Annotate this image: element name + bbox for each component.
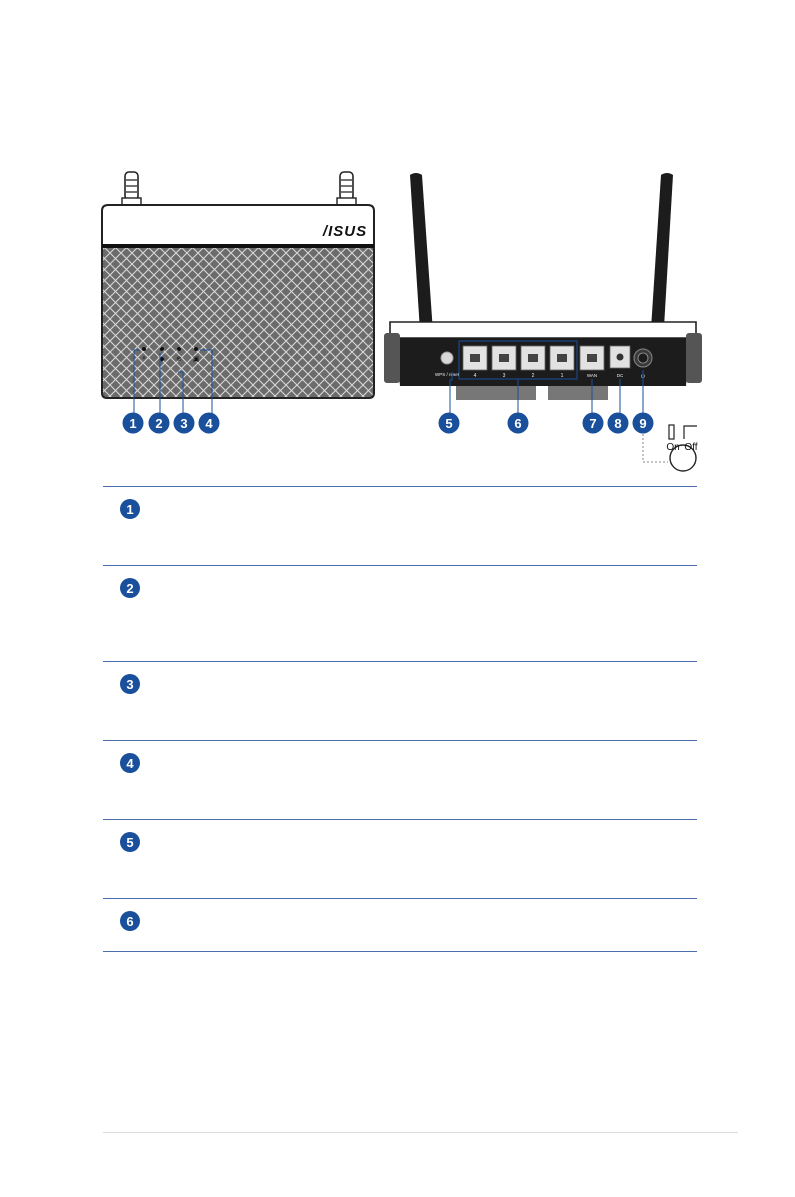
legend-row-2 [103, 565, 697, 661]
front-callout-3 [174, 413, 195, 434]
legend-badge: 2 [120, 578, 140, 598]
legend-row-5 [103, 819, 697, 898]
legend-badge: 4 [120, 753, 140, 773]
left-foot [384, 333, 400, 383]
rear-callout-9 [633, 413, 654, 434]
svg-text:4: 4 [205, 416, 213, 431]
asus-logo: /ISUS [322, 223, 368, 240]
bottom-vent-2 [548, 386, 608, 400]
svg-text:▣: ▣ [192, 355, 200, 363]
bottom-vent [456, 386, 536, 400]
legend-badge: 1 [120, 499, 140, 519]
front-callout-1 [123, 413, 144, 434]
svg-text:5: 5 [445, 416, 453, 431]
svg-text:ᵠ: ᵠ [142, 355, 146, 363]
svg-text:1: 1 [129, 416, 137, 431]
legend-badge: 6 [120, 911, 140, 931]
svg-text:4: 4 [473, 373, 477, 379]
right-antenna-stub [337, 172, 356, 206]
legend-badge: 5 [120, 832, 140, 852]
svg-text:WPS / reset: WPS / reset [434, 372, 460, 377]
svg-text:8: 8 [614, 416, 622, 431]
legend-row-3 [103, 661, 697, 740]
legend-badge: 3 [120, 674, 140, 694]
switch-detail-inset [643, 425, 698, 471]
svg-text:2: 2 [531, 373, 535, 379]
router-illustration [0, 0, 795, 480]
svg-text:6: 6 [514, 416, 522, 431]
front-grille-panel [102, 247, 374, 398]
legend-row-1 [103, 486, 697, 565]
legend-row-4 [103, 740, 697, 819]
rear-top-shell [390, 322, 696, 338]
svg-text:1: 1 [560, 373, 564, 379]
rear-callout-7 [583, 413, 604, 434]
svg-text:7: 7 [589, 416, 597, 431]
front-divider [102, 244, 374, 248]
right-foot [686, 333, 702, 383]
footer-divider [103, 1132, 738, 1133]
switch-on-label: On [666, 442, 680, 453]
svg-text:⏻: ⏻ [641, 374, 645, 380]
switch-off-icon [684, 426, 697, 439]
legend-row-6 [103, 898, 697, 951]
switch-on-icon [669, 425, 674, 439]
svg-text:9: 9 [639, 416, 647, 431]
svg-text:DC: DC [616, 373, 624, 378]
svg-text:3: 3 [180, 416, 188, 431]
rear-callout-8 [608, 413, 629, 434]
router-front-view [102, 172, 374, 434]
front-callout-2 [149, 413, 170, 434]
front-callout-4 [199, 413, 220, 434]
svg-text:WAN: WAN [586, 373, 598, 378]
router-rear-view [384, 173, 702, 471]
rear-callout-6 [508, 413, 529, 434]
svg-text:2: 2 [155, 416, 163, 431]
left-antenna-stub [122, 172, 141, 206]
switch-off-label: Off [684, 442, 698, 453]
legend-bottom-rule [103, 951, 697, 952]
svg-text:◆: ◆ [159, 355, 165, 363]
svg-text:3: 3 [502, 373, 506, 379]
rear-callout-5 [439, 413, 460, 434]
component-legend-table [103, 486, 697, 952]
svg-text:⊕: ⊕ [176, 355, 182, 363]
